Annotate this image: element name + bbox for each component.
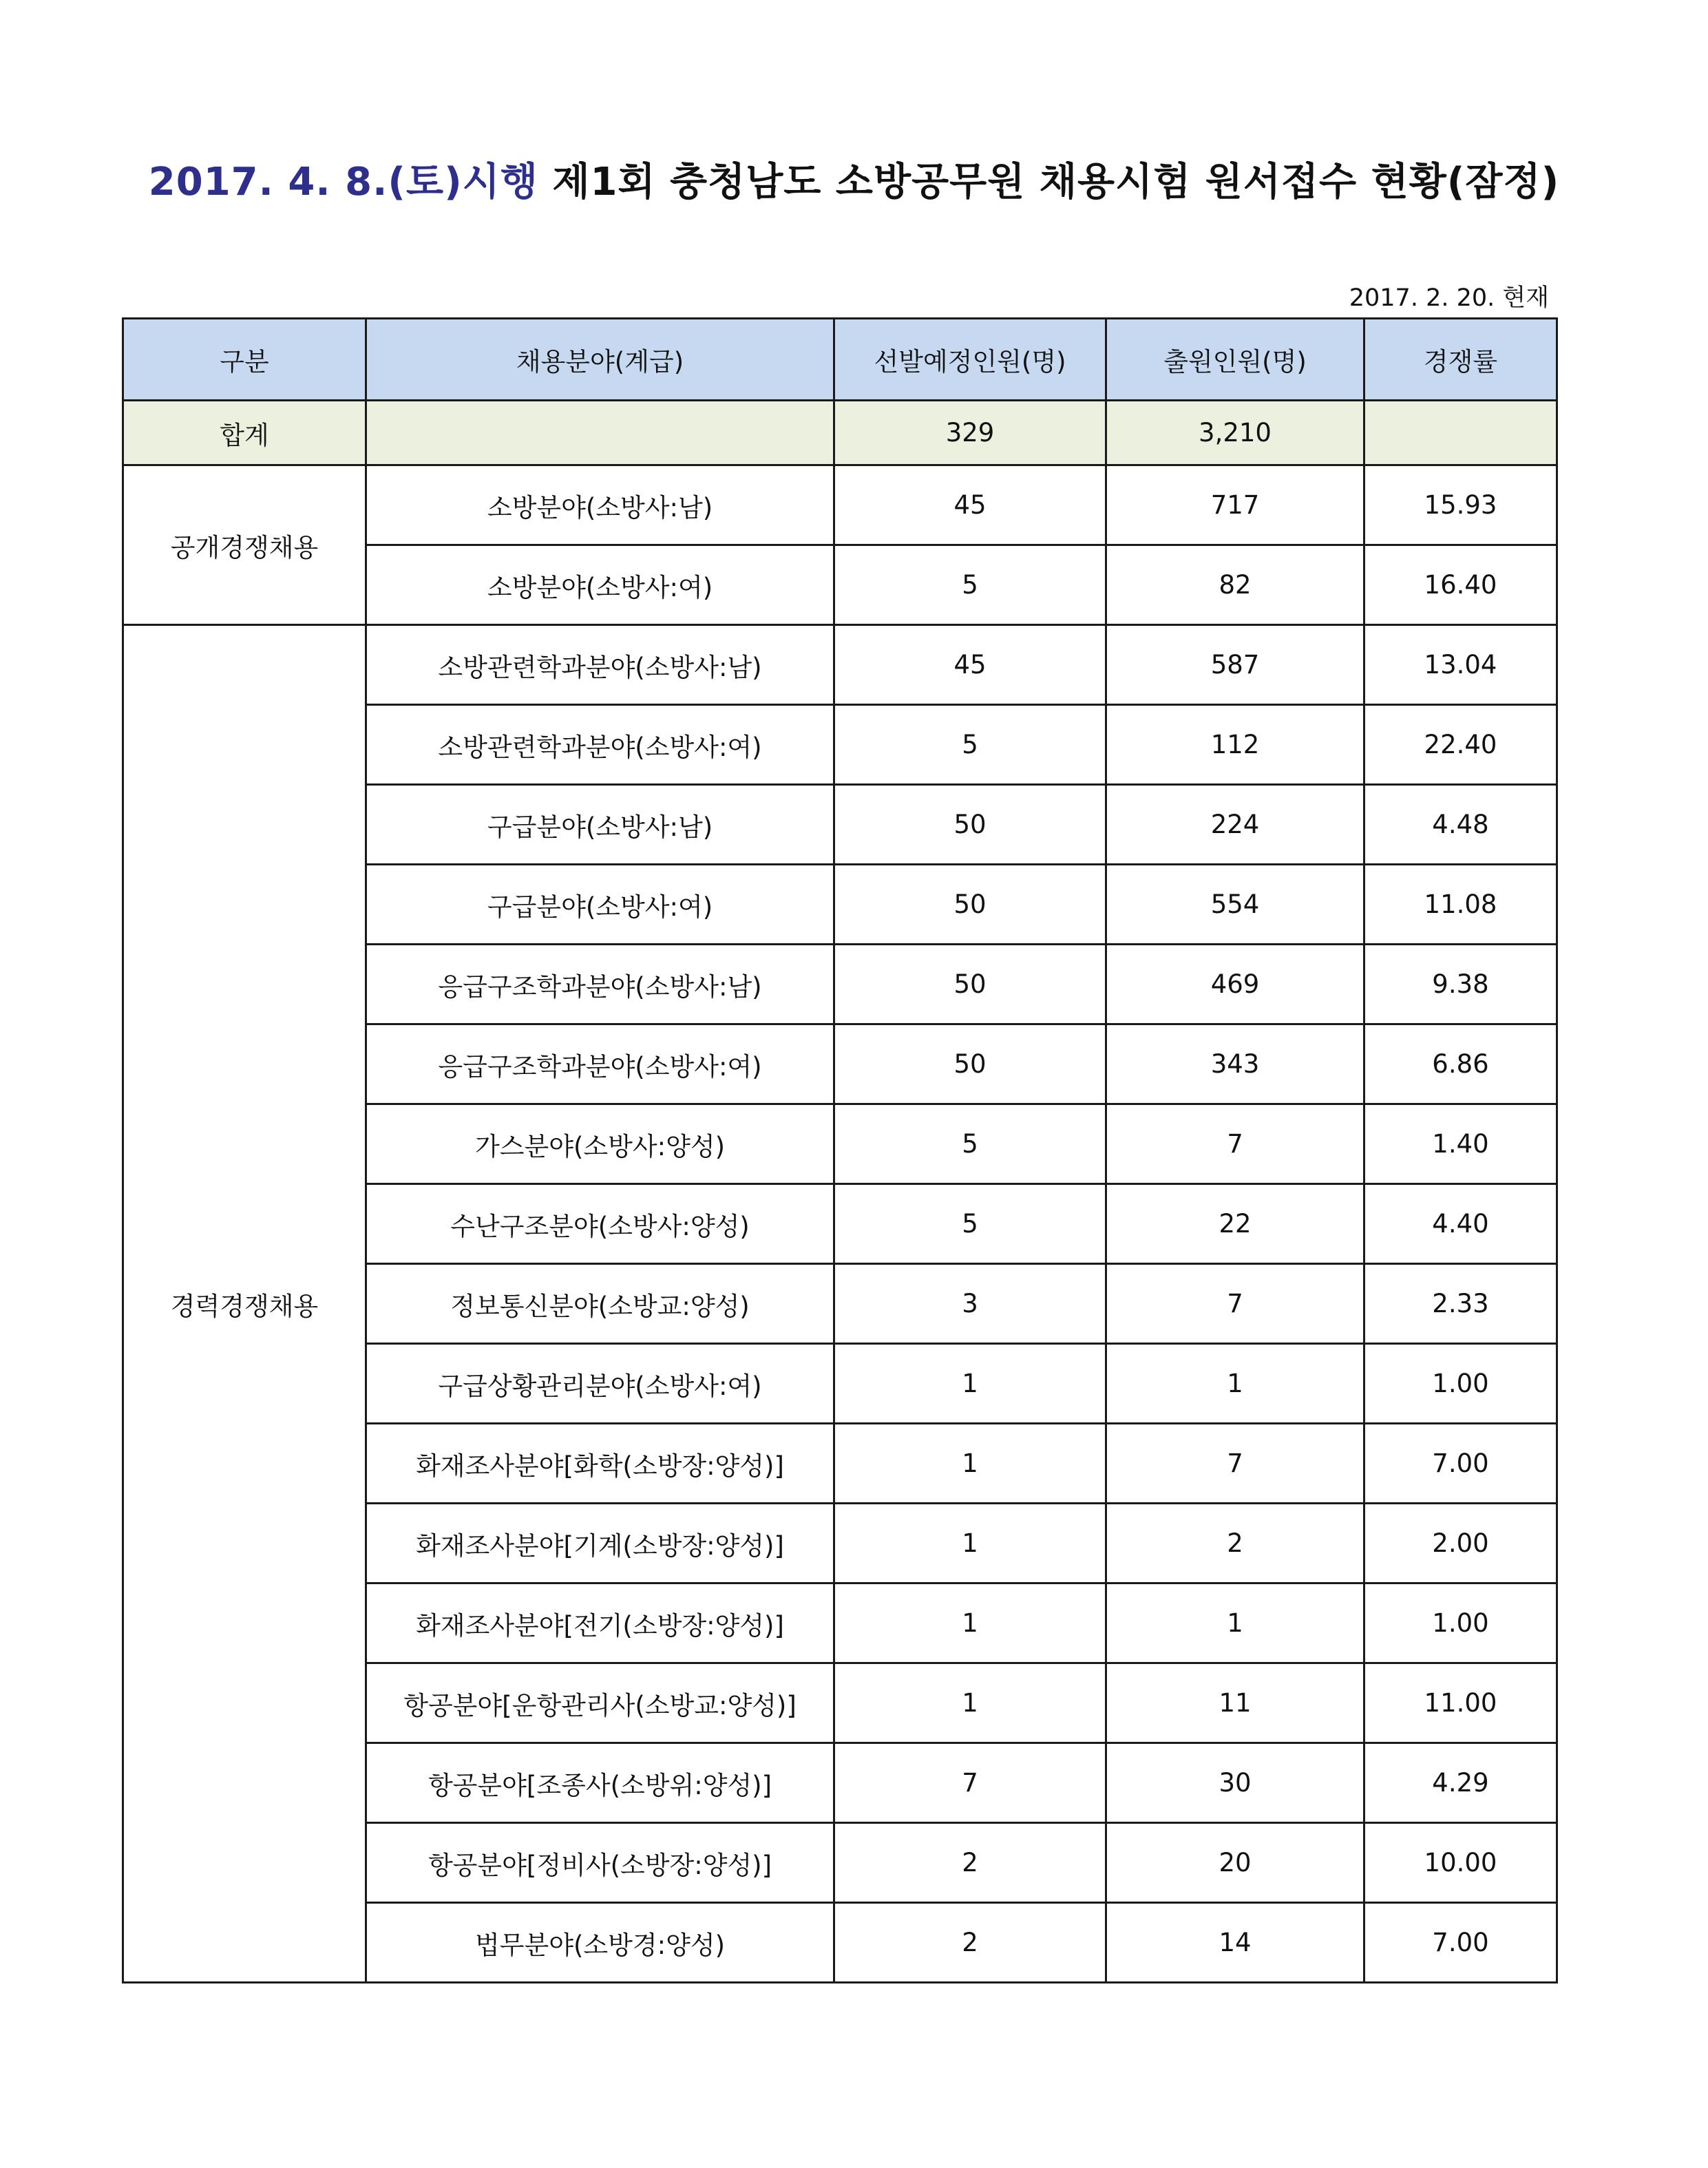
field-cell: 구급상황관리분야(소방사:여) [366,1344,834,1424]
applicants-cell: 82 [1106,545,1364,625]
total-label: 합계 [123,401,366,465]
total-field [366,401,834,465]
header-applicants: 출원인원(명) [1106,319,1364,401]
group-label: 경력경쟁채용 [123,625,366,1983]
ratio-cell: 16.40 [1364,545,1557,625]
ratio-cell: 7.00 [1364,1903,1557,1983]
field-cell: 가스분야(소방사:양성) [366,1104,834,1184]
applicants-cell: 14 [1106,1903,1364,1983]
field-cell: 항공분야[운항관리사(소방교:양성)] [366,1663,834,1743]
ratio-cell: 11.00 [1364,1663,1557,1743]
planned-cell: 3 [834,1264,1106,1344]
planned-cell: 1 [834,1504,1106,1583]
planned-cell: 50 [834,865,1106,945]
ratio-cell: 10.00 [1364,1823,1557,1903]
table-body [123,401,1557,1983]
ratio-cell: 6.86 [1364,1024,1557,1104]
field-cell: 구급분야(소방사:여) [366,865,834,945]
planned-cell: 45 [834,625,1106,705]
applicants-cell: 554 [1106,865,1364,945]
applicants-cell: 469 [1106,945,1364,1024]
planned-cell: 5 [834,545,1106,625]
header-category: 구분 [123,319,366,401]
applicants-cell: 1 [1106,1583,1364,1663]
applicants-cell: 224 [1106,785,1364,865]
field-cell: 소방관련학과분야(소방사:남) [366,625,834,705]
ratio-cell: 22.40 [1364,705,1557,785]
planned-cell: 7 [834,1743,1106,1823]
ratio-cell: 4.29 [1364,1743,1557,1823]
applicants-cell: 343 [1106,1024,1364,1104]
ratio-cell: 1.00 [1364,1344,1557,1424]
applicants-cell: 2 [1106,1504,1364,1583]
planned-cell: 1 [834,1583,1106,1663]
planned-cell: 1 [834,1663,1106,1743]
field-cell: 항공분야[정비사(소방장:양성)] [366,1823,834,1903]
ratio-cell: 13.04 [1364,625,1557,705]
applicants-cell: 22 [1106,1184,1364,1264]
field-cell: 법무분야(소방경:양성) [366,1903,834,1983]
table-row [123,465,1557,545]
field-cell: 수난구조분야(소방사:양성) [366,1184,834,1264]
field-cell: 정보통신분야(소방교:양성) [366,1264,834,1344]
ratio-cell: 1.40 [1364,1104,1557,1184]
ratio-cell: 1.00 [1364,1583,1557,1663]
applicants-cell: 20 [1106,1823,1364,1903]
ratio-cell: 11.08 [1364,865,1557,945]
ratio-cell: 15.93 [1364,465,1557,545]
field-cell: 구급분야(소방사:남) [366,785,834,865]
planned-cell: 50 [834,1024,1106,1104]
ratio-cell: 7.00 [1364,1424,1557,1504]
planned-cell: 50 [834,785,1106,865]
ratio-cell: 2.00 [1364,1504,1557,1583]
ratio-cell: 9.38 [1364,945,1557,1024]
header-field: 채용분야(계급) [366,319,834,401]
field-cell: 소방분야(소방사:남) [366,465,834,545]
title-main: 제1회 충청남도 소방공무원 채용시험 원서접수 현황(잠정) [538,160,1560,204]
planned-cell: 45 [834,465,1106,545]
applicants-cell: 11 [1106,1663,1364,1743]
planned-cell: 1 [834,1344,1106,1424]
document-title [0,151,1708,207]
planned-cell: 2 [834,1823,1106,1903]
applicants-cell: 7 [1106,1424,1364,1504]
applicants-cell: 112 [1106,705,1364,785]
planned-cell: 50 [834,945,1106,1024]
applicants-cell: 7 [1106,1104,1364,1184]
header-row [123,319,1557,401]
field-cell: 화재조사분야[기계(소방장:양성)] [366,1504,834,1583]
field-cell: 소방분야(소방사:여) [366,545,834,625]
planned-cell: 1 [834,1424,1106,1504]
field-cell: 항공분야[조종사(소방위:양성)] [366,1743,834,1823]
as-of-date: 2017. 2. 20. 현재 [1349,284,1549,312]
total-applicants: 3,210 [1106,401,1364,465]
applicants-cell: 30 [1106,1743,1364,1823]
planned-cell: 5 [834,705,1106,785]
ratio-cell: 4.40 [1364,1184,1557,1264]
field-cell: 소방관련학과분야(소방사:여) [366,705,834,785]
ratio-cell: 4.48 [1364,785,1557,865]
field-cell: 응급구조학과분야(소방사:여) [366,1024,834,1104]
table-row [123,625,1557,705]
header-planned: 선발예정인원(명) [834,319,1106,401]
total-row [123,401,1557,465]
planned-cell: 5 [834,1184,1106,1264]
header-ratio: 경쟁률 [1364,319,1557,401]
exam-date-label: 2017. 4. 8.(토)시행 [148,160,538,204]
planned-cell: 5 [834,1104,1106,1184]
group-label: 공개경쟁채용 [123,465,366,625]
total-ratio [1364,401,1557,465]
applicants-cell: 587 [1106,625,1364,705]
applicants-cell: 1 [1106,1344,1364,1424]
applicants-cell: 717 [1106,465,1364,545]
field-cell: 응급구조학과분야(소방사:남) [366,945,834,1024]
field-cell: 화재조사분야[전기(소방장:양성)] [366,1583,834,1663]
total-planned: 329 [834,401,1106,465]
applicants-cell: 7 [1106,1264,1364,1344]
application-status-table [122,317,1558,1983]
field-cell: 화재조사분야[화학(소방장:양성)] [366,1424,834,1504]
ratio-cell: 2.33 [1364,1264,1557,1344]
planned-cell: 2 [834,1903,1106,1983]
